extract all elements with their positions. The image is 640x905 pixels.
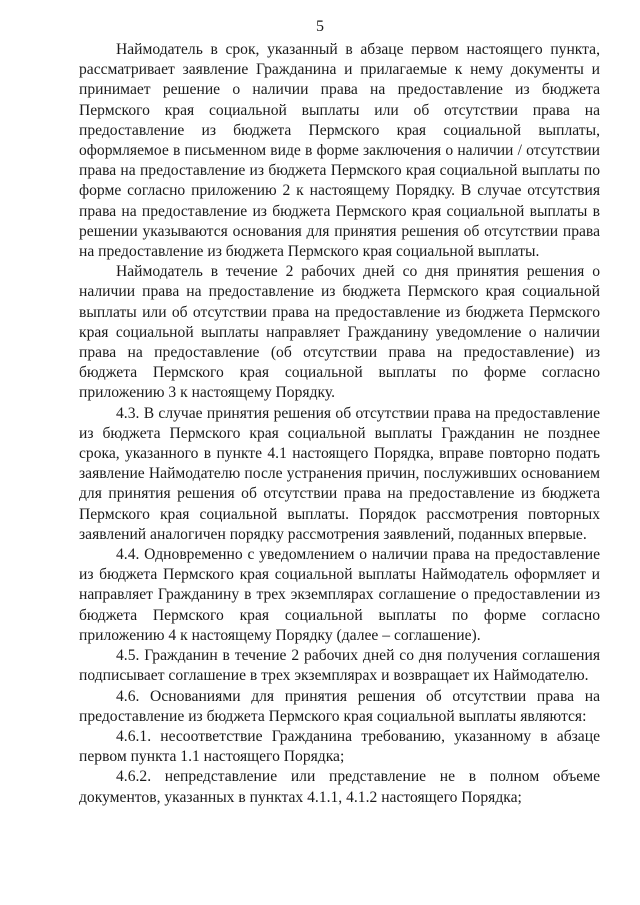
paragraph-notification: Наймодатель в течение 2 рабочих дней со дня принятия решения о наличии права на предоставление из бюджета Пермского края социальной выплаты или об отсутствии права на предоставление из бюджета Пермского края социальной выплаты направляет Гражданину уведомление о наличии права на предоставление (об отсутствии права на предоставление) из бюджета Пермского края социальной выплаты по форме согласно приложению 3 к настоящему Порядку.	[79, 263, 600, 402]
page-number: 5	[316, 18, 324, 35]
paragraph-4-6-1: 4.6.1. несоответствие Гражданина требованию, указанному в абзаце первом пункта 1.1 настоящего Порядка;	[79, 727, 600, 766]
paragraph-4-6: 4.6. Основаниями для принятия решения об отсутствии права на предоставление из бюджета Пермского края социальной выплаты являются:	[79, 687, 600, 725]
paragraph-4-6-2: 4.6.2. непредставление или представление не в полном объеме документов, указанных в пунктах 4.1.1, 4.1.2 настоящего Порядка;	[79, 768, 600, 806]
paragraph-4-3: 4.3. В случае принятия решения об отсутствии права на предоставление из бюджета Пермского края социальной выплаты Гражданин не позднее срока, указанного в пункте 4.1 настоящего Порядка, вправе повторно подать заявление Наймодателю после устранения причин, послуживших основанием для принятия решения об отсутствии права на предоставление из бюджета Пермского края социальной выплаты. Порядок рассмотрения повторных заявлений аналогичен порядку рассмотрения заявлений, поданных впервые.	[79, 404, 600, 543]
paragraph-4-4: 4.4. Одновременно с уведомлением о наличии права на предоставление из бюджета Пермского края социальной выплаты Наймодатель оформляет и направляет Гражданину в трех экземплярах соглашение о предоставлении из бюджета Пермского края социальной выплаты по форме согласно приложению 4 к настоящему Порядку (далее – соглашение).	[79, 546, 600, 644]
document-body	[79, 40, 600, 808]
paragraph-decision-review: Наймодатель в срок, указанный в абзаце первом настоящего пункта, рассматривает заявление Гражданина и прилагаемые к нему документы и принимает решение о наличии права на предоставление из бюджета Пермского края социальной выплаты или об отсутствии права на предоставление из бюджета Пермского края социальной выплаты, оформляемое в письменном виде в форме заключения о наличии / отсутствии права на предоставление из бюджета Пермского края социальной выплаты по форме согласно приложению 2 к настоящему Порядку. В случае отсутствия права на предоставление из бюджета Пермского края социальной выплаты в решении указываются основания для принятия решения об отсутствии права на предоставление из бюджета Пермского края социальной выплаты.	[79, 41, 600, 261]
paragraph-4-5: 4.5. Гражданин в течение 2 рабочих дней со дня получения соглашения подписывает соглашение в трех экземплярах и возвращает их Наймодателю.	[79, 647, 600, 685]
